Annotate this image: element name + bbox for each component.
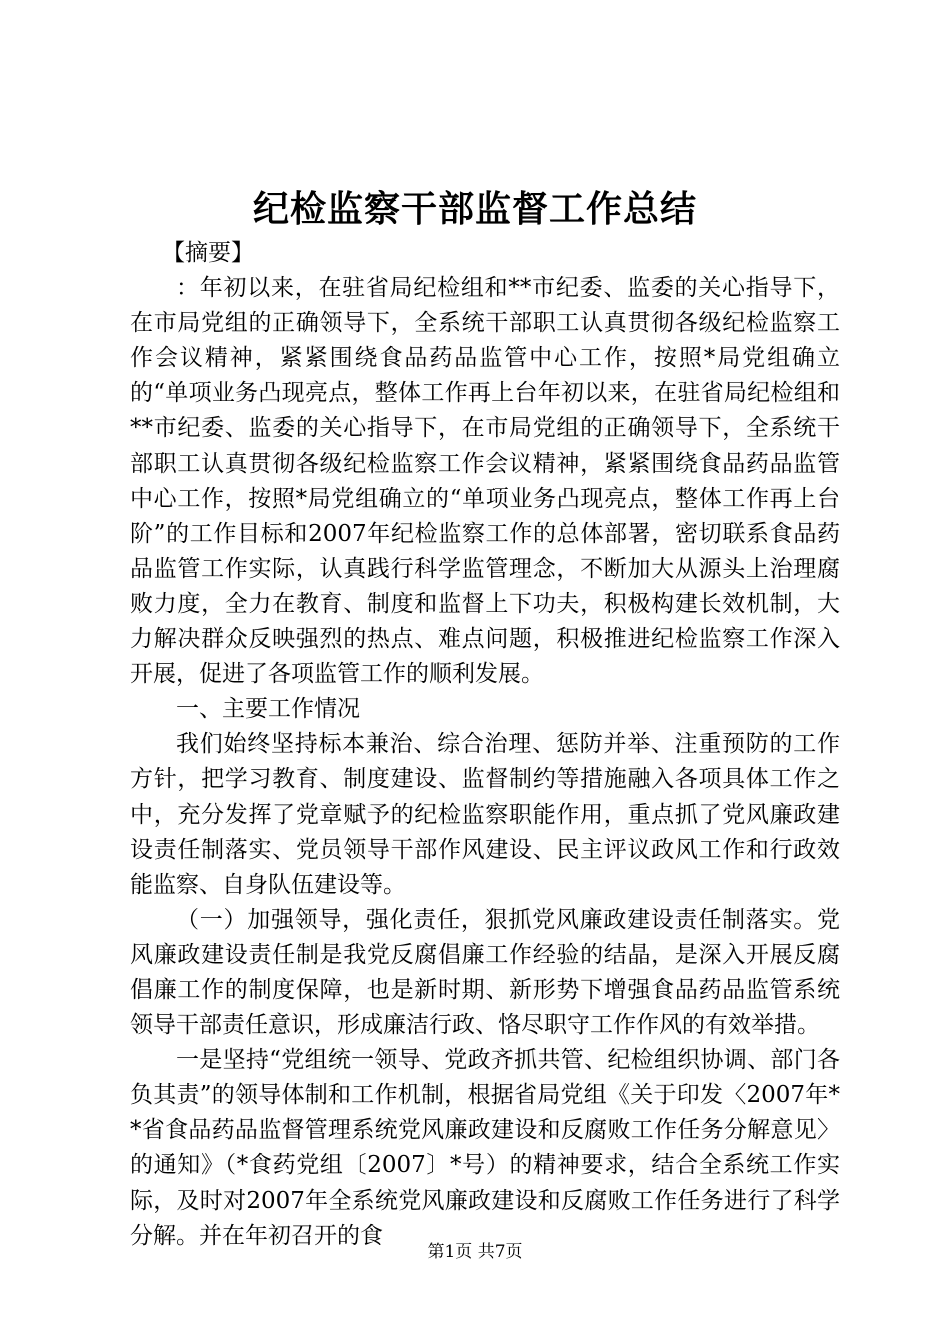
- abstract-paragraph: ：年初以来，在驻省局纪检组和**市纪委、监委的关心指导下，在市局党组的正确领导下，全系统干部职工认真贯彻各级纪检监察工作会议精神，紧紧围绕食品药品监管中心工作，按照*局党组确立的“单项业务凸现亮点，整体工作再上台年初以来，在驻省局纪检组和**市纪委、监委的关心指导下，在市局党组的正确领导下，全系统干部职工认真贯彻各级纪检监察工作会议精神，紧紧围绕食品药品监管中心工作，按照*局党组确立的“单项业务凸现亮点，整体工作再上台阶”的工作目标和2007年纪检监察工作的总体部署，密切联系食品药品监管工作实际，认真践行科学监管理念，不断加大从源头上治理腐败力度，全力在教育、制度和监督上下功夫，积极构建长效机制，大力解决群众反映强烈的热点、难点问题，积极推进纪检监察工作深入开展，促进了各项监管工作的顺利发展。: [130, 275, 840, 688]
- document-body: [130, 236, 840, 1254]
- section-heading: 一、主要工作情况: [176, 696, 360, 723]
- document-title: 纪检监察干部监督工作总结: [252, 189, 697, 230]
- page-number-footer: 第1页 共7页: [427, 1242, 523, 1262]
- abstract-label: 【摘要】: [162, 240, 254, 266]
- body-paragraph: （一）加强领导，强化责任，狠抓党风廉政建设责任制落实。党风廉政建设责任制是我党反腐倡廉工作经验的结晶，是深入开展反腐倡廉工作的制度保障，也是新时期、新形势下增强食品药品监管系统领导干部责任意识，形成廉洁行政、恪尽职守工作作风的有效举措。: [130, 906, 840, 1039]
- body-paragraph: 一是坚持“党组统一领导、党政齐抓共管、纪检组织协调、部门各负其责”的领导体制和工作机制，根据省局党组《关于印发〈2007年**省食品药品监督管理系统党风廉政建设和反腐败工作任务分解意见〉的通知》（*食药党组〔2007〕*号）的精神要求，结合全系统工作实际，及时对2007年全系统党风廉政建设和反腐败工作任务进行了科学分解。并在年初召开的食: [130, 1047, 840, 1249]
- body-paragraph: 我们始终坚持标本兼治、综合治理、惩防并举、注重预防的工作方针，把学习教育、制度建设、监督制约等措施融入各项具体工作之中，充分发挥了党章赋予的纪检监察职能作用，重点抓了党风廉政建设责任制落实、党员领导干部作风建设、民主评议政风工作和行政效能监察、自身队伍建设等。: [130, 731, 840, 898]
